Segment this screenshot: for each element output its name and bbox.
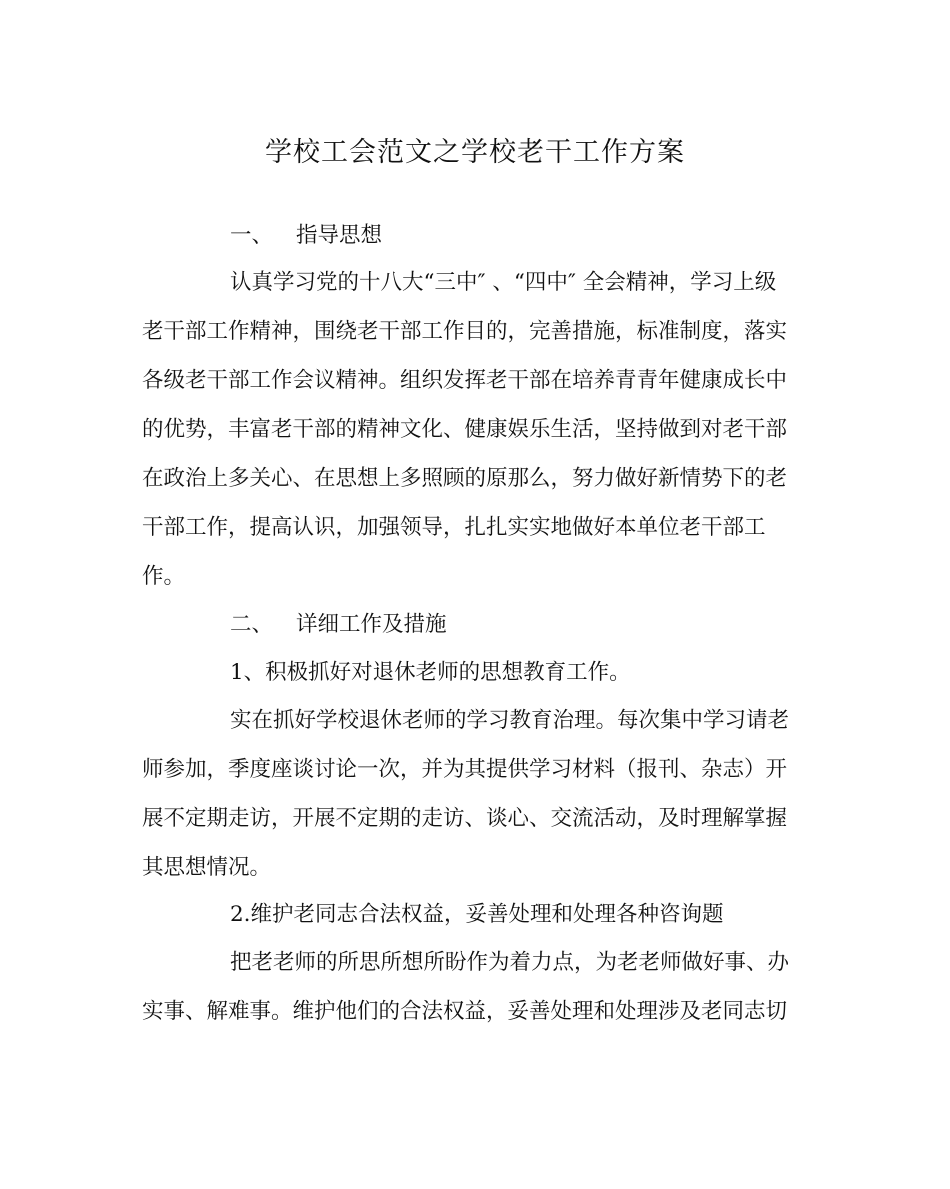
section-2-number: 二、 bbox=[230, 612, 274, 637]
paragraph-line: 各级老干部工作会议精神。组织发挥老干部在培养青青年健康成长中 bbox=[142, 368, 788, 393]
paragraph-line: 认真学习党的十八大“三中″ 、“四中″ 全会精神，学习上级 bbox=[230, 270, 777, 295]
section-1-title: 指导思想 bbox=[296, 223, 383, 248]
paragraph-line: 作。 bbox=[142, 564, 186, 589]
paragraph-line: 的优势，丰富老干部的精神文化、健康娱乐生活，坚持做到对老干部 bbox=[142, 417, 788, 442]
paragraph-line: 干部工作，提高认识，加强领导，扎扎实实地做好本单位老干部工 bbox=[142, 515, 766, 540]
paragraph-line: 在政治上多关心、在思想上多照顾的原那么，努力做好新情势下的老 bbox=[142, 466, 788, 491]
paragraph-line: 实在抓好学校退休老师的学习教育治理。每次集中学习请老 bbox=[230, 708, 790, 733]
section-2-title: 详细工作及措施 bbox=[296, 612, 447, 637]
paragraph-line: 老干部工作精神，围绕老干部工作目的，完善措施，标准制度，落实 bbox=[142, 319, 788, 344]
section-2-heading bbox=[230, 610, 447, 640]
paragraph-line: 其思想情况。 bbox=[142, 855, 272, 880]
section-1-number: 一、 bbox=[230, 223, 274, 248]
paragraph-line: 把老老师的所思所想所盼作为着力点，为老老师做好事、办 bbox=[230, 950, 790, 975]
paragraph-line: 实事、解难事。维护他们的合法权益，妥善处理和处理涉及老同志切 bbox=[142, 999, 788, 1024]
item-1-title: 1、积极抓好对退休老师的思想教育工作。 bbox=[230, 660, 631, 685]
section-1-heading bbox=[230, 221, 382, 251]
paragraph-line: 展不定期走访，开展不定期的走访、谈心、交流活动，及时理解掌握 bbox=[142, 806, 788, 831]
paragraph-line: 师参加，季度座谈讨论一次，并为其提供学习材料（报刊、杂志）开 bbox=[142, 757, 788, 782]
item-2-title: 2.维护老同志合法权益，妥善处理和处理各种咨询题 bbox=[230, 902, 724, 927]
document-title: 学校工会范文之学校老干工作方案 bbox=[265, 137, 685, 168]
